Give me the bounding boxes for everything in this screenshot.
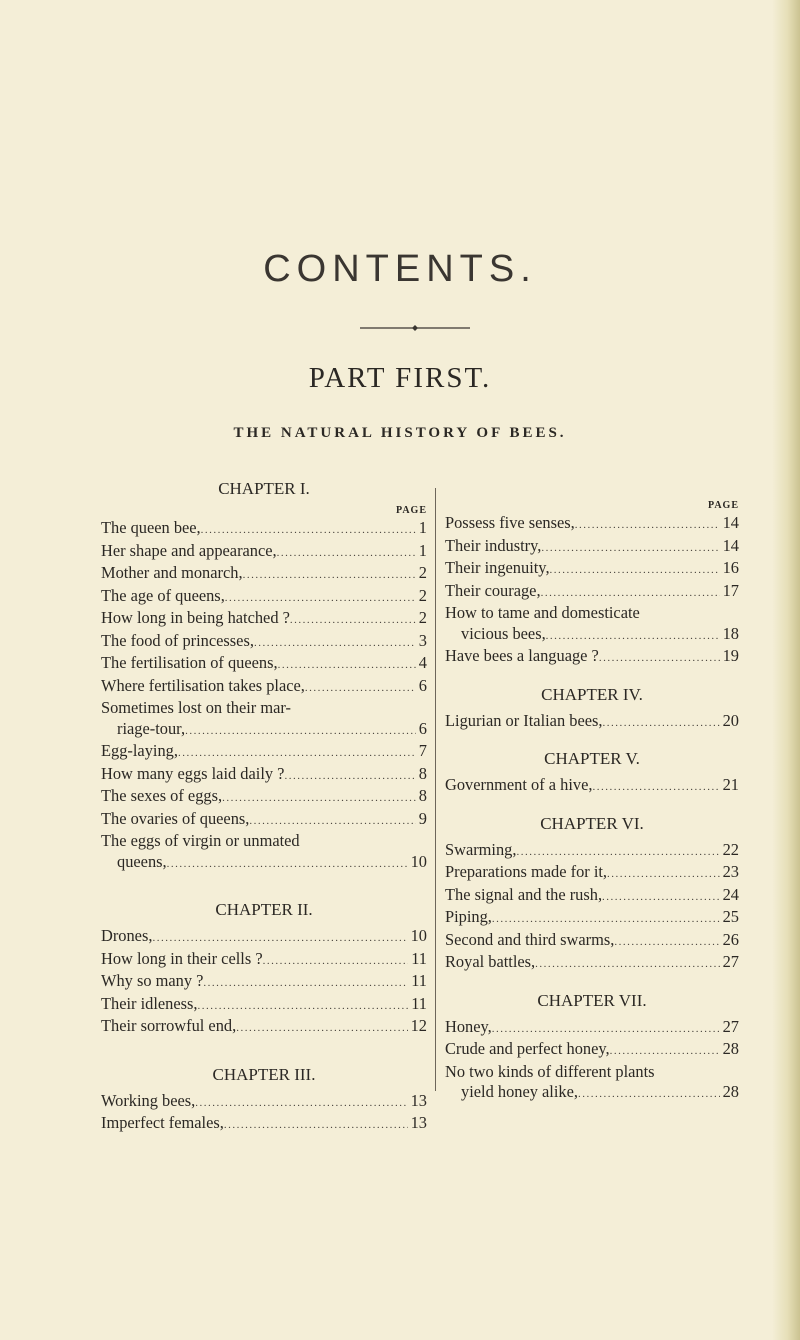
dot-leader (290, 610, 416, 631)
chapter-entries (445, 711, 739, 734)
dot-leader (550, 560, 720, 581)
dot-leader (167, 854, 408, 875)
dot-leader (599, 648, 720, 669)
dot-leader (546, 626, 720, 647)
toc-entry (101, 1113, 427, 1136)
chapter-heading: CHAPTER VI. (540, 813, 644, 833)
toc-entry-text: Second and third swarms, (445, 929, 615, 949)
toc-entry-text: Working bees, (101, 1090, 196, 1110)
toc-entry (445, 1017, 739, 1040)
dot-leader (541, 538, 719, 559)
toc-entry-text: Their ingenuity, (445, 558, 550, 577)
toc-page-number: 1 (418, 540, 427, 560)
dot-leader (575, 515, 720, 536)
chapter-heading: CHAPTER II. (215, 900, 313, 919)
dot-leader (516, 842, 719, 863)
toc-page-number: 13 (410, 1113, 427, 1132)
page-edge-shadow (772, 0, 800, 1340)
toc-page-number: 23 (722, 862, 739, 881)
toc-entry-text: yield honey alike, (461, 1082, 578, 1101)
chapter-heading: CHAPTER V. (544, 749, 640, 768)
dot-leader (152, 928, 407, 949)
dot-leader (610, 1041, 720, 1062)
toc-entry-text: The sexes of eggs, (101, 786, 223, 805)
toc-page-number: 3 (418, 630, 427, 650)
toc-entry-text: Egg-laying, (101, 741, 178, 760)
toc-entry-text: The queen bee, (101, 518, 201, 537)
toc-page-number: 21 (722, 775, 739, 794)
column-divider (435, 488, 436, 1091)
toc-page-number: 10 (410, 926, 427, 945)
toc-entry-text: The signal and the rush, (445, 884, 603, 904)
toc-entry-text: Honey, (445, 1016, 492, 1036)
toc-entry (101, 518, 427, 541)
toc-entry (445, 885, 739, 908)
toc-entry (101, 786, 427, 809)
toc-entry-text: The eggs of virgin or unmated (101, 831, 300, 850)
toc-entry (101, 809, 427, 832)
toc-page-number: 6 (418, 718, 427, 738)
toc-entry-text: Royal battles, (445, 952, 536, 971)
toc-page-number: 20 (722, 710, 739, 730)
toc-page-number: 25 (722, 907, 739, 926)
toc-entry (101, 608, 427, 631)
toc-page-number: 7 (418, 741, 427, 760)
toc-entry (101, 764, 427, 787)
toc-page-number: 8 (418, 786, 427, 805)
toc-entry (445, 1082, 739, 1105)
toc-entry (101, 994, 427, 1017)
toc-page-number: 10 (410, 851, 427, 871)
toc-entry (101, 586, 427, 609)
toc-entry (101, 653, 427, 676)
toc-entry (101, 563, 427, 586)
toc-entry-text: The food of princesses, (101, 630, 254, 650)
toc-entry-text: How many eggs laid daily ? (101, 763, 285, 783)
toc-entry-text: Possess five senses, (445, 513, 575, 532)
dot-leader (185, 721, 416, 742)
dot-leader (236, 1018, 407, 1039)
dot-leader (254, 633, 416, 654)
toc-entry (445, 624, 739, 647)
toc-page-number: 18 (722, 623, 739, 643)
dot-leader (284, 766, 415, 787)
chapter-heading: CHAPTER I. (218, 479, 310, 498)
toc-entry-text: Mother and monarch, (101, 563, 243, 582)
toc-page-number: 11 (411, 993, 427, 1013)
dot-leader (607, 864, 720, 885)
dot-leader (225, 588, 416, 609)
dot-leader (195, 1093, 407, 1114)
toc-entry-text: Government of a hive, (445, 775, 593, 794)
toc-page-number: 6 (418, 675, 427, 695)
dot-leader (602, 887, 720, 908)
dot-leader (278, 655, 416, 676)
dot-leader (203, 973, 408, 994)
toc-page-number: 17 (722, 580, 739, 600)
toc-entry-text: How to tame and domesticate (445, 603, 640, 622)
toc-entry-text: Crude and perfect honey, (445, 1039, 610, 1058)
toc-page-number: 4 (418, 653, 427, 672)
toc-page-number: 11 (411, 971, 427, 990)
ornament-rule (360, 323, 470, 333)
toc-entry-text: riage-tour, (117, 718, 186, 738)
toc-page-number: 28 (722, 1039, 739, 1058)
toc-entry (445, 558, 739, 581)
dot-leader (201, 520, 416, 541)
dot-leader (592, 777, 719, 798)
toc-entry (101, 741, 427, 764)
dot-leader (602, 713, 719, 734)
chapter-entries (445, 1017, 739, 1105)
dot-leader (224, 1115, 408, 1136)
dot-leader (578, 1084, 720, 1105)
toc-page-number: 1 (418, 518, 427, 537)
toc-entry (101, 971, 427, 994)
toc-entry-text: Sometimes lost on their mar- (101, 698, 291, 717)
toc-page-number: 19 (722, 646, 739, 665)
toc-page-number: 2 (418, 608, 427, 627)
toc-page-number: 14 (722, 513, 739, 532)
dot-leader (305, 678, 416, 699)
toc-page-number: 27 (722, 1016, 739, 1036)
toc-entry-text: Their sorrowful end, (101, 1016, 237, 1035)
dot-leader (277, 543, 416, 564)
toc-entry (101, 719, 427, 742)
toc-entry (101, 926, 427, 949)
toc-entry (101, 541, 427, 564)
toc-entry-text: Their industry, (445, 535, 542, 555)
toc-entry (101, 676, 427, 699)
toc-entry-text: Drones, (101, 926, 153, 945)
toc-page-number: 11 (411, 948, 427, 968)
chapter-entries (101, 1091, 427, 1136)
toc-entry-text: Swarming, (445, 839, 517, 859)
page-column-label: PAGE (395, 505, 427, 516)
toc-entry-text: How long in being hatched ? (101, 608, 290, 627)
toc-entry-text: How long in their cells ? (101, 948, 263, 968)
toc-entry (445, 581, 739, 604)
dot-leader (492, 1019, 720, 1040)
dot-leader (614, 932, 719, 953)
dot-leader (198, 996, 409, 1017)
chapter-entries (445, 840, 739, 975)
dot-leader (263, 951, 409, 972)
toc-entry (445, 513, 739, 536)
part-subtitle: THE NATURAL HISTORY OF BEES. (233, 425, 567, 441)
toc-entry (101, 631, 427, 654)
toc-entry-text: No two kinds of different plants (445, 1061, 655, 1081)
dot-leader (222, 788, 416, 809)
dot-leader (492, 909, 720, 930)
toc-entry-text: Their idleness, (101, 993, 198, 1013)
toc-entry-text: vicious bees, (461, 623, 546, 643)
toc-entry (445, 775, 739, 798)
toc-entry (101, 852, 427, 875)
toc-right-column (445, 477, 739, 1105)
page-title: CONTENTS. (263, 248, 537, 290)
toc-entry (445, 840, 739, 863)
toc-entry (445, 646, 739, 669)
toc-entry-text: Why so many ? (101, 971, 204, 990)
dot-leader (541, 583, 720, 604)
dot-leader (178, 743, 416, 764)
toc-entry (445, 930, 739, 953)
dot-leader (535, 954, 719, 975)
toc-page-number: 12 (410, 1016, 427, 1035)
toc-entry (445, 907, 739, 930)
chapter-heading: CHAPTER IV. (541, 684, 643, 704)
dot-leader (249, 811, 415, 832)
chapter-entries (101, 518, 427, 874)
toc-entry-text: Ligurian or Italian bees, (445, 710, 603, 730)
toc-page-number: 9 (418, 808, 427, 828)
toc-entry (445, 711, 739, 734)
toc-entry (101, 1016, 427, 1039)
toc-page-number: 8 (418, 763, 427, 783)
toc-page-number: 13 (410, 1090, 427, 1110)
chapter-entries (445, 513, 739, 669)
toc-entry-text: The fertilisation of queens, (101, 653, 278, 672)
chapter-entries (101, 926, 427, 1039)
toc-page-number: 26 (722, 929, 739, 949)
toc-entry-text: queens, (117, 851, 167, 871)
toc-page-number: 2 (418, 563, 427, 582)
toc-entry-text: Piping, (445, 907, 492, 926)
page-column-label: PAGE (707, 500, 739, 511)
toc-entry-text: Preparations made for it, (445, 862, 608, 881)
toc-left-column (101, 477, 427, 1136)
toc-entry (445, 1039, 739, 1062)
dot-leader (243, 565, 416, 586)
toc-page-number: 22 (722, 839, 739, 859)
toc-page-number: 2 (418, 585, 427, 605)
chapter-entries (445, 775, 739, 798)
toc-page-number: 28 (722, 1082, 739, 1101)
toc-page-number: 16 (722, 558, 739, 577)
toc-page-number: 27 (722, 952, 739, 971)
chapter-heading: CHAPTER III. (212, 1064, 316, 1084)
toc-entry-text: The ovaries of queens, (101, 808, 250, 828)
toc-entry-text: Have bees a language ? (445, 646, 599, 665)
toc-entry (445, 952, 739, 975)
toc-entry-text: The age of queens, (101, 585, 225, 605)
toc-page-number: 24 (722, 884, 739, 904)
toc-entry (101, 1091, 427, 1114)
toc-entry (445, 536, 739, 559)
toc-entry (101, 949, 427, 972)
toc-entry (445, 862, 739, 885)
toc-entry-text: Their courage, (445, 580, 541, 600)
toc-entry-text: Her shape and appearance, (101, 540, 277, 560)
chapter-heading: CHAPTER VII. (537, 990, 647, 1010)
toc-page-number: 14 (722, 535, 739, 555)
toc-entry-text: Imperfect females, (101, 1113, 224, 1132)
toc-entry-text: Where fertilisation takes place, (101, 675, 305, 695)
part-title: PART FIRST. (308, 362, 492, 394)
